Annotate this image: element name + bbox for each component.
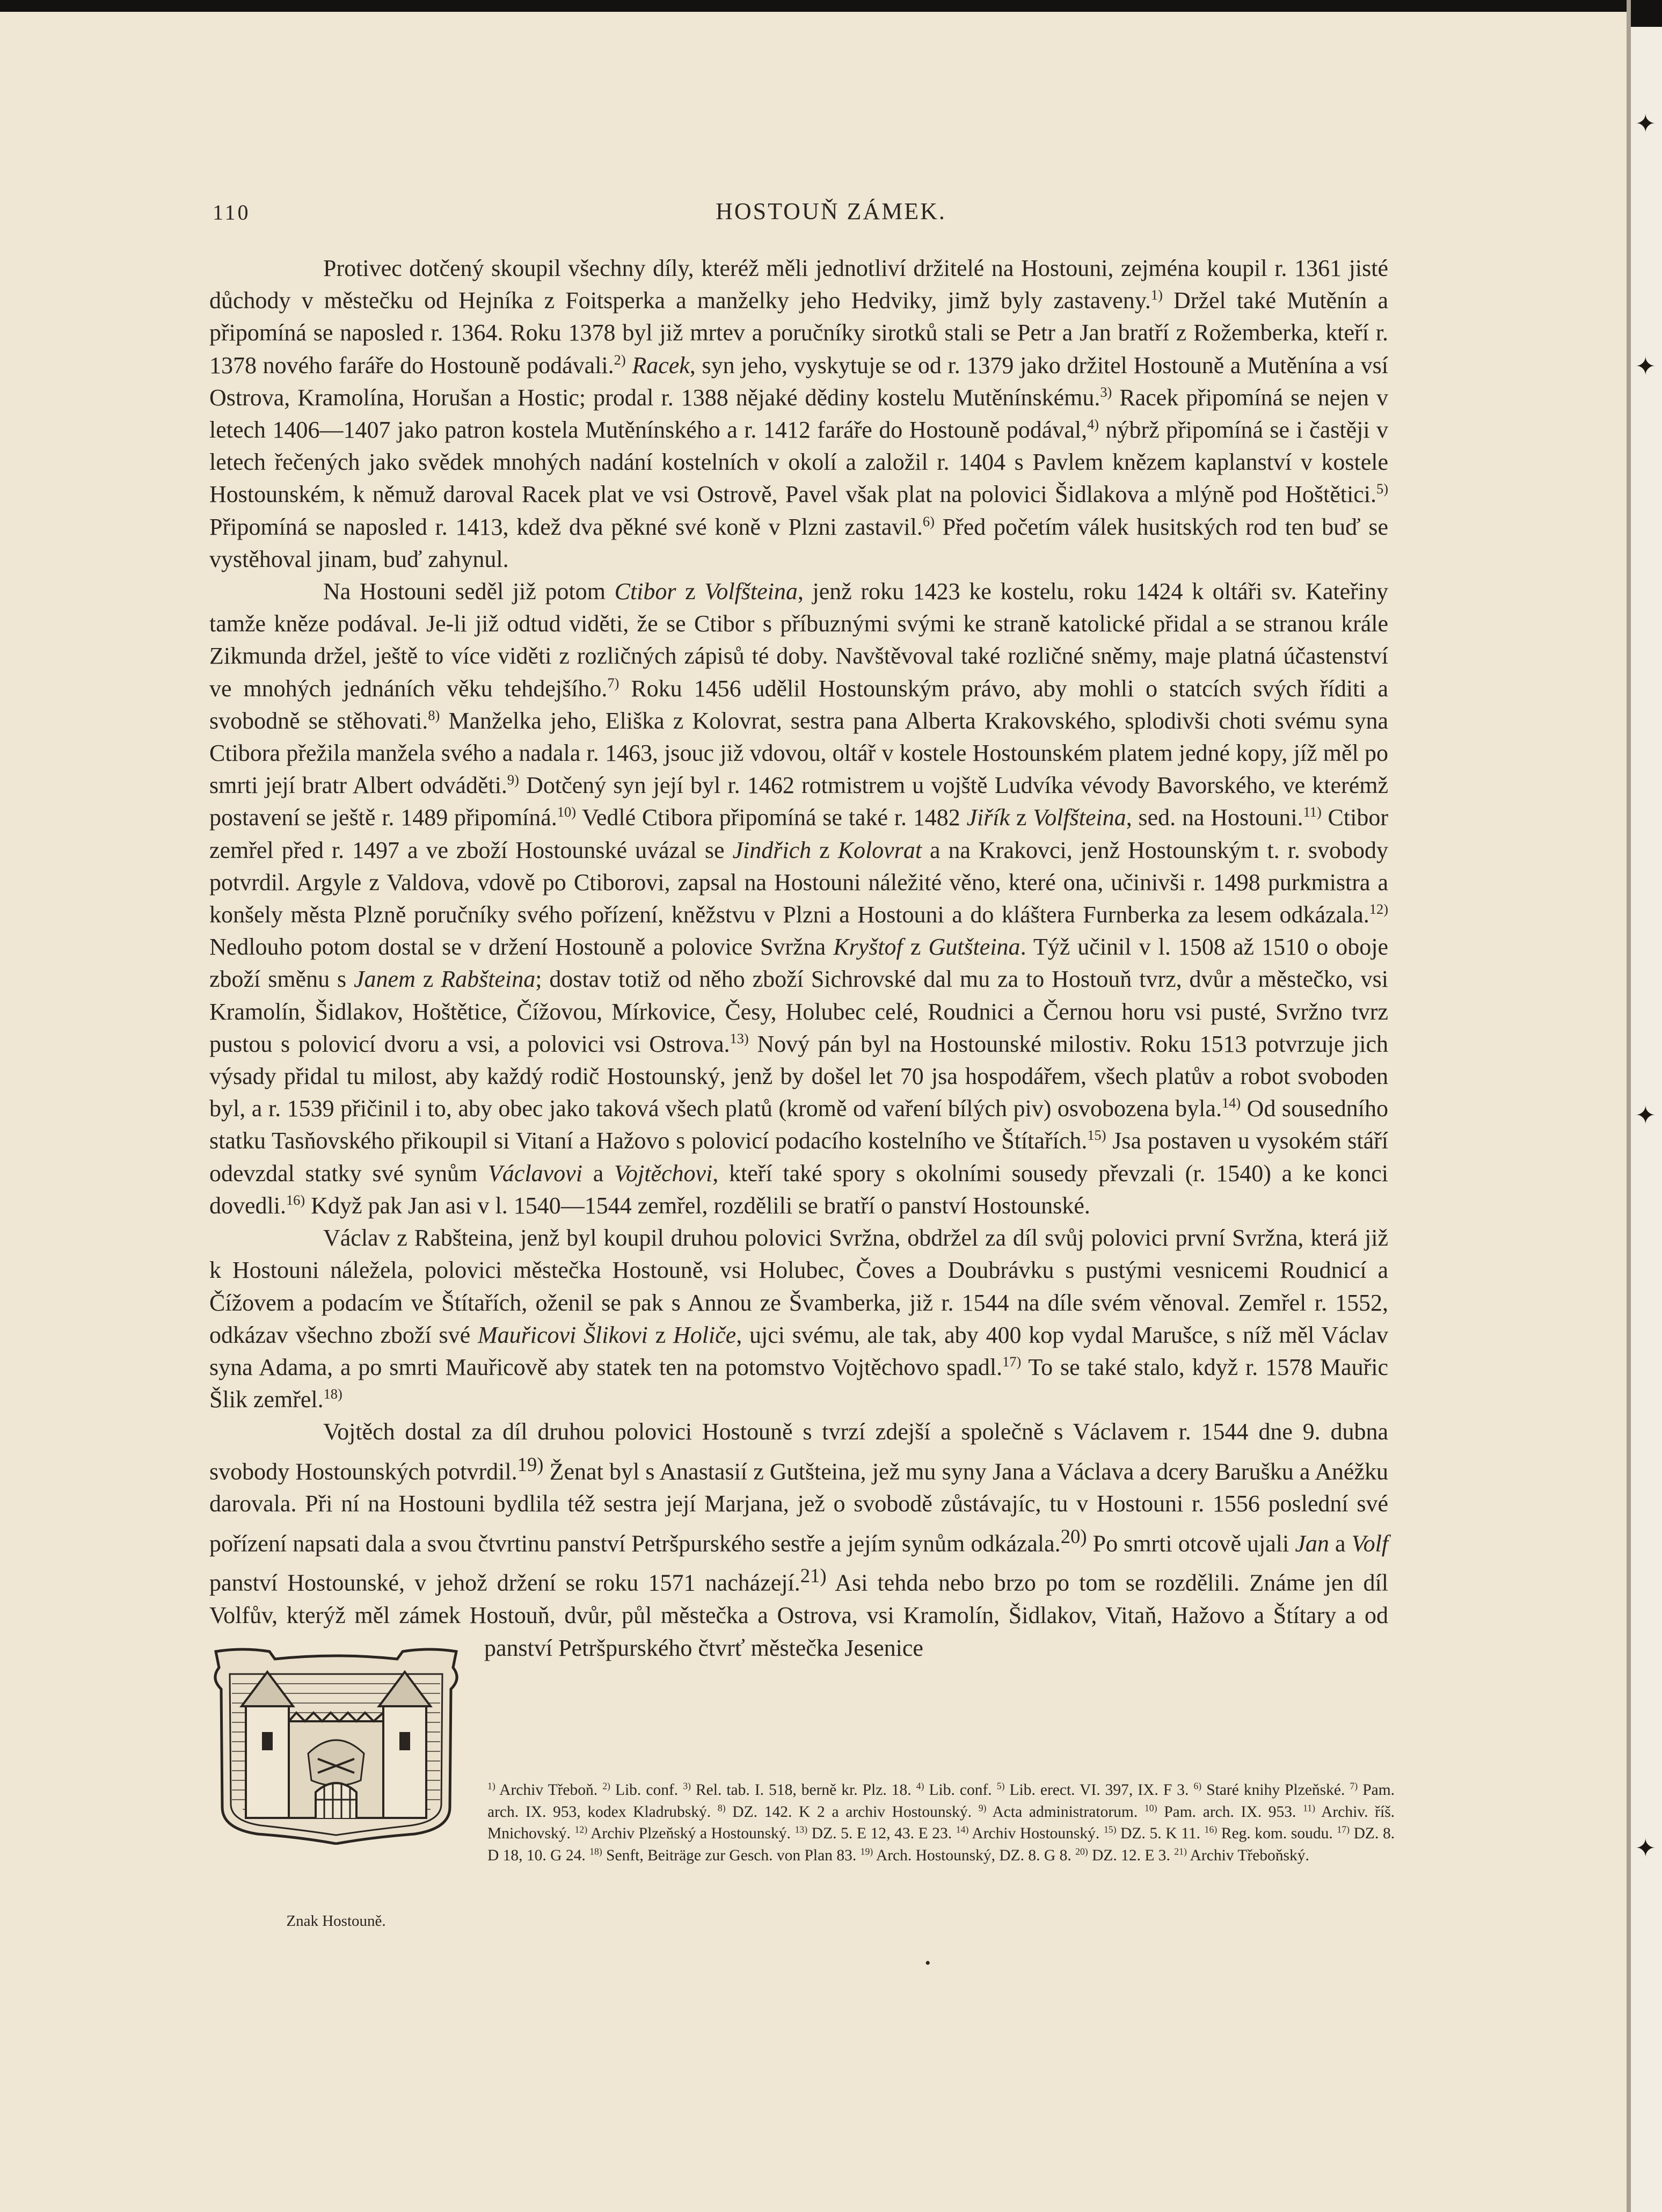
footnote-number: 21) <box>1174 1845 1187 1857</box>
text-run: Ctibor zemřel před r. 1497 a ve zboží Hostounské uvázal se <box>209 804 1389 863</box>
footnote-text: DZ. 8. D 18, 10. G 24. <box>487 1825 1395 1864</box>
footnote <box>1145 1803 1296 1821</box>
personal-name: Mauřicovi Šlikovi <box>477 1321 648 1348</box>
personal-name: Janem <box>354 966 415 993</box>
text-run: z <box>676 578 705 605</box>
footnote-text: Senft, Beiträge zur Gesch. von Plan 83. <box>602 1846 857 1864</box>
paragraph <box>209 252 1388 576</box>
footnote-ref: 15) <box>1087 1127 1106 1144</box>
running-title: HOSTOUŇ ZÁMEK. <box>716 198 946 224</box>
footnote-number: 8) <box>717 1802 726 1813</box>
footnote-ref: 11) <box>1303 804 1322 820</box>
footnote-number: 2) <box>602 1780 610 1792</box>
text-run: panství Hostounské, v jehož držení se roku 1571 nacházejí. <box>209 1570 800 1597</box>
text-run: a na Krakovci, jenž Hostounským t. r. svobody potvrdil. Argyle z Valdova, vdově po Ctiborovi, zapsal na Hostouni náležité věno, které ona, učinivši r. 1498 purkmistra a konšely města Plzně poručníky svého pořízení, kněžstvu v Plzni a Hostouni a do kláštera Furnberka za lesem odkázala. <box>209 836 1388 928</box>
footnote-ref: 10) <box>557 804 576 820</box>
text-run: , sed. na Hostouni. <box>1126 804 1303 831</box>
footnote-number: 10) <box>1144 1802 1157 1813</box>
footnote-text: Lib. conf. <box>924 1781 992 1799</box>
footnote-ref: 21) <box>800 1565 827 1587</box>
text-run: To se také stalo, když r. 1578 Mauřic Šlik zemřel. <box>209 1354 1388 1413</box>
text-run: z <box>647 1321 673 1348</box>
footnote <box>1205 1825 1333 1842</box>
text-run: Asi tehda nebo brzo po tom se rozdělili. Známe jen díl Volfův, kterýž měl zámek Hostouň, dvůr, půl městečka a Ostrova, vsi Kramolín, Šidlakov, Vitaň, Hažovo a Štítary a od panství Petršpurského čtvrť městečka Jesenice <box>209 1570 1388 1661</box>
personal-name: Racek <box>632 352 690 379</box>
printer-mark: • <box>925 1954 931 1972</box>
text-run: Manželka jeho, Eliška z Kolovrat, sestra pana Alberta Krakovského, splodivši choti svému syna Ctibora přežila manžela svého a nadala r. 1463, jsouc již vdovou, oltář v kostele Hostounském platem jedné kopy, jíž měl po smrti její bratr Albert odváděti. <box>209 707 1388 799</box>
footnote-number: 1) <box>487 1780 495 1792</box>
text-run: , syn jeho, vyskytuje se od r. 1379 jako držitel Hostouně a Mutěnína a vsí Ostrova, Kramolína, Horušan a Hostic; prodal r. 1388 nějaké dědiny kostelu Mutěnínskému. <box>209 352 1389 411</box>
footnote-ref: 19) <box>517 1453 544 1475</box>
page-number: 110 <box>213 200 251 224</box>
text-run: z <box>415 966 441 993</box>
footnote-ref: 4) <box>1087 416 1099 433</box>
footnote-number: 18) <box>589 1845 602 1857</box>
footnote-number: 11) <box>1303 1802 1316 1813</box>
footnote-text: Archiv. říš. Mnichovský. <box>487 1803 1395 1842</box>
text-run: Nový pán byl na Hostounské milostiv. Roku 1513 potvrzuje jich výsady přidal tu milost, aby každý rodič Hostounský, jenž by došel let 70 jsa hospodářem, všech platův a robot svoboden byl, a r. 1539 přičinil i to, aby obec jako taková všech platů (kromě od vaření bílých piv) osvobozena byla. <box>209 1030 1388 1122</box>
personal-name: Jindřich <box>732 836 812 863</box>
footnote-number: 14) <box>956 1824 969 1835</box>
footnote <box>718 1803 972 1821</box>
footnotes <box>487 1779 1395 1866</box>
personal-name: Volfšteina <box>704 578 798 605</box>
text-run: ; dostav totiž od něho zboží Sichrovské dal mu za to Hostouň tvrz, dvůr a městečko, vsi Kramolín, Šidlakov, Hoštětice, Čížovou, Mírkovice, Česy, Holubec celé, Roudnici a Černou horu vsi pusté, Svržno tvrz pustou s polovicí dvoru a vsi, a polovici vsi Ostrova. <box>209 966 1388 1057</box>
footnote-ref: 16) <box>286 1192 305 1209</box>
personal-name: Kolovrat <box>837 836 922 863</box>
text-run: a <box>582 1160 614 1187</box>
scan-top-border <box>0 0 1662 12</box>
footnote-ref: 2) <box>614 351 626 368</box>
footnote <box>979 1803 1138 1821</box>
footnote-ref: 17) <box>1002 1354 1022 1370</box>
text-run: Václav z Rabšteina, jenž byl koupil druhou polovici Svržna, obdržel za díl svůj polovici první Svržna, která již k Hostouni náležela, polovici městečka Hostouně, vsi Holubec, Čoves a Doubrávku s pustými vesnicemi Roudnicí a Čížovem a podacím ve Štítařích, oženil se pak s Annou ze Švamberka, již r. 1544 na díle svém věnoval. Zemřel r. 1552, odkázav všechno zboží své <box>209 1225 1388 1348</box>
personal-name: Kryštof <box>833 934 903 961</box>
footnote-text: DZ. 142. K 2 a archiv Hostounský. <box>725 1803 972 1821</box>
scan-corner <box>1631 0 1662 27</box>
figure-caption: Znak Hostouně. <box>286 1912 386 1930</box>
footnote <box>1104 1825 1200 1842</box>
footnote-text: Acta administratorum. <box>986 1803 1138 1821</box>
footnote-text: Archiv Třeboň. <box>495 1781 598 1799</box>
binding-mark: ✦ <box>1635 110 1656 137</box>
text-run: Protivec dotčený skoupil všechny díly, kteréž měli jednotliví držitelé na Hostouni, zejména koupil r. 1361 jisté důchody v městečku od Hejníka z Foitsperka a manželky jeho Hedviky, jimž byly zastaveny. <box>209 255 1388 314</box>
text-run: Připomíná se naposled r. 1413, kdež dva pěkné své koně v Plzni zastavil. <box>209 513 923 540</box>
text-run: Roku 1456 udělil Hostounským právo, aby mohli o statcích svých říditi a svobodně se stěhovati. <box>209 675 1388 734</box>
footnote <box>1075 1847 1170 1864</box>
footnote-text: DZ. 12. E 3. <box>1088 1846 1170 1864</box>
coat-of-arms-image <box>210 1646 462 1845</box>
footnote <box>956 1825 1100 1842</box>
text-run: z <box>811 836 838 863</box>
text-run: , ujci svému, ale tak, aby 400 kop vydal Marušce, s níž měl Václav syna Adama, a po smrti Mauřicově aby statek ten na potomstvo Vojtěchovo spadl. <box>209 1321 1389 1380</box>
text-run: , jenž roku 1423 ke kostelu, roku 1424 k oltáři sv. Kateřiny tamže kněze podával. Je-li již odtud viděti, že se Ctibor s příbuznými svými ke straně katolické přidal a se stranou krále Zikmunda držel, ještě to více viděti z rozličných zápisů té doby. Navštěvoval také rozličné sněmy, maje platná účastenství ve mnohých jednáních věku tehdejšího. <box>209 578 1388 702</box>
footnote <box>487 1781 597 1799</box>
personal-name: Ctibor <box>614 578 676 605</box>
footnote-text: Staré knihy Plzeňské. <box>1201 1781 1345 1799</box>
text-run <box>626 352 632 379</box>
binding-mark: ✦ <box>1635 353 1656 380</box>
footnote-ref: 7) <box>607 674 619 691</box>
footnote-number: 5) <box>996 1780 1005 1792</box>
footnote <box>683 1781 911 1799</box>
footnote <box>997 1781 1189 1799</box>
footnote-text: DZ. 5. E 12, 43. E 23. <box>807 1825 952 1842</box>
footnote <box>575 1825 791 1842</box>
footnote-ref: 13) <box>730 1030 749 1047</box>
personal-name: Rabšteina <box>441 966 536 993</box>
footnote-number: 16) <box>1204 1824 1218 1835</box>
text-run: z <box>902 934 929 961</box>
personal-name: Jiřík <box>966 804 1010 831</box>
footnote <box>602 1781 678 1799</box>
text-run: Nedlouho potom dostal se v držení Hostouně a polovice Svržna <box>209 934 834 961</box>
text-run: a <box>1329 1530 1352 1557</box>
text-run: Na Hostouni seděl již potom <box>323 578 615 605</box>
footnote-ref: 14) <box>1221 1095 1241 1111</box>
footnote-text: Lib. erect. VI. 397, IX. F 3. <box>1004 1781 1189 1799</box>
text-run: Ženat byl s Anastasií z Gutšteina, jež mu syny Jana a Václava a dcery Barušku a Anéžku darovala. Při ní na Hostouni bydlila též sestra její Marjana, jež o svobodě zůstávajíc, tu v Hostouni r. 1556 poslední své pořízení napsati dala a svou čtvrtinu panství Petršpurského sestře a jejím synům odkázala. <box>209 1458 1388 1557</box>
footnote <box>916 1781 992 1799</box>
footnote-text: Archiv Třeboňský. <box>1186 1846 1309 1864</box>
footnote-ref: 3) <box>1100 383 1112 400</box>
footnote-text: Lib. conf. <box>610 1781 679 1799</box>
footnote-ref: 9) <box>507 772 519 788</box>
footnote-text: Pam. arch. IX. 953. <box>1157 1803 1296 1821</box>
text-run: Držel také Mutěnín a připomíná se naposled r. 1364. Roku 1378 byl již mrtev a poručníky sirotků stali se Petr a Jan bratří z Rožemberka, kteří r. 1378 nového faráře do Hostouně podávali. <box>209 287 1388 379</box>
footnote-number: 17) <box>1337 1824 1350 1835</box>
personal-name: Vojtěchovi <box>614 1160 713 1187</box>
footnote-ref: 6) <box>922 513 935 529</box>
footnote-text: Archiv Hostounský. <box>968 1825 1100 1842</box>
page-edge-shadow <box>1627 0 1631 2212</box>
body-text <box>209 252 1388 1804</box>
text-run: Dotčený syn její byl r. 1462 rotmistrem u vojště Ludvíka vévody Bavorského, ve kterémž postavení se ještě r. 1489 připomíná. <box>209 772 1388 831</box>
footnote-number: 19) <box>860 1845 873 1857</box>
footnote <box>1174 1847 1309 1864</box>
footnote-number: 7) <box>1350 1780 1358 1792</box>
footnote-text: Rel. tab. I. 518, berně kr. Plz. 18. <box>690 1781 912 1799</box>
footnote-number: 20) <box>1075 1845 1088 1857</box>
footnote-ref: 8) <box>428 707 440 724</box>
personal-name: Volf <box>1351 1530 1389 1557</box>
text-run: Jsa postaven u vysokém stáří odevzdal statky své synům <box>209 1127 1389 1187</box>
footnote-number: 15) <box>1103 1824 1117 1835</box>
footnote-ref: 12) <box>1369 901 1388 918</box>
text-run: , kteří také spory s okolními sousedy převzali (r. 1540) a ke konci dovedli. <box>209 1160 1389 1219</box>
footnote-number: 12) <box>574 1824 588 1835</box>
paragraph <box>209 1416 1388 1664</box>
text-run: Od sousedního statku Tasňovského přikoupil si Vitaní a Hažovo s polovicí podacího kostelního ve Štítařích. <box>209 1095 1389 1154</box>
text-run: . Týž učinil v l. 1508 až 1510 o oboje zboží směnu s <box>209 934 1389 993</box>
footnote-number: 6) <box>1193 1780 1202 1792</box>
footnote <box>1193 1781 1345 1799</box>
paragraph <box>209 576 1388 1222</box>
text-run: Vedlé Ctibora připomíná se také r. 1482 <box>576 804 967 831</box>
personal-name: Volfšteina <box>1033 804 1126 831</box>
footnote-text: DZ. 5. K 11. <box>1116 1825 1201 1842</box>
footnote-ref: 20) <box>1060 1525 1087 1547</box>
footnote-number: 4) <box>916 1780 924 1792</box>
text-run: Vojtěch dostal za díl druhou polovici Hostouně s tvrzí zdejší a společně s Václavem r. 1544 dne 9. dubna svobody Hostounských potvrdil. <box>209 1418 1388 1485</box>
footnote-text: Arch. Hostounský, DZ. 8. G 8. <box>873 1846 1071 1864</box>
footnote-ref: 18) <box>323 1386 342 1402</box>
paragraph <box>209 1222 1388 1416</box>
footnote-text: Archiv Plzeňský a Hostounský. <box>587 1825 791 1842</box>
footnote-ref: 5) <box>1376 481 1388 497</box>
personal-name: Václavovi <box>488 1160 582 1187</box>
text-run: Když pak Jan asi v l. 1540—1544 zemřel, rozdělili se bratří o panství Hostounské. <box>305 1192 1090 1219</box>
footnote-text: Reg. kom. soudu. <box>1217 1825 1333 1842</box>
footnote <box>795 1825 952 1842</box>
text-run: Po smrti otcově ujali <box>1087 1530 1295 1557</box>
footnote-ref: 1) <box>1150 287 1163 303</box>
footnote <box>589 1847 856 1864</box>
text-run: nýbrž připomíná se i častěji v letech řečených jako svědek mnohých nadání kostelních v okolí a založil r. 1404 s Pavlem knězem kaplanství v kostele Hostounském, k němuž daroval Racek plat ve vsi Ostrově, Pavel však plat na polovici Šidlakova a mlýně pod Hoštětici. <box>209 417 1388 508</box>
personal-name: Holiče <box>673 1321 737 1348</box>
binding-mark: ✦ <box>1635 1835 1656 1862</box>
text-run: z <box>1010 804 1033 831</box>
text-run: Před početím válek husitských rod ten buď se vystěhoval jinam, buď zahynul. <box>209 513 1388 572</box>
footnote-number: 13) <box>794 1824 808 1835</box>
binding-mark: ✦ <box>1635 1102 1656 1129</box>
personal-name: Gutšteina <box>928 934 1020 961</box>
footnote-number: 9) <box>978 1802 987 1813</box>
footnote-number: 3) <box>683 1780 691 1792</box>
footnote-text: Pam. arch. IX. 953, kodex Kladrubský. <box>487 1781 1395 1821</box>
text-run: Racek připomíná se nejen v letech 1406—1407 jako patron kostela Mutěnínského a r. 1412 faráře do Hostouně podával, <box>209 384 1389 443</box>
personal-name: Jan <box>1295 1530 1329 1557</box>
footnote <box>861 1847 1071 1864</box>
